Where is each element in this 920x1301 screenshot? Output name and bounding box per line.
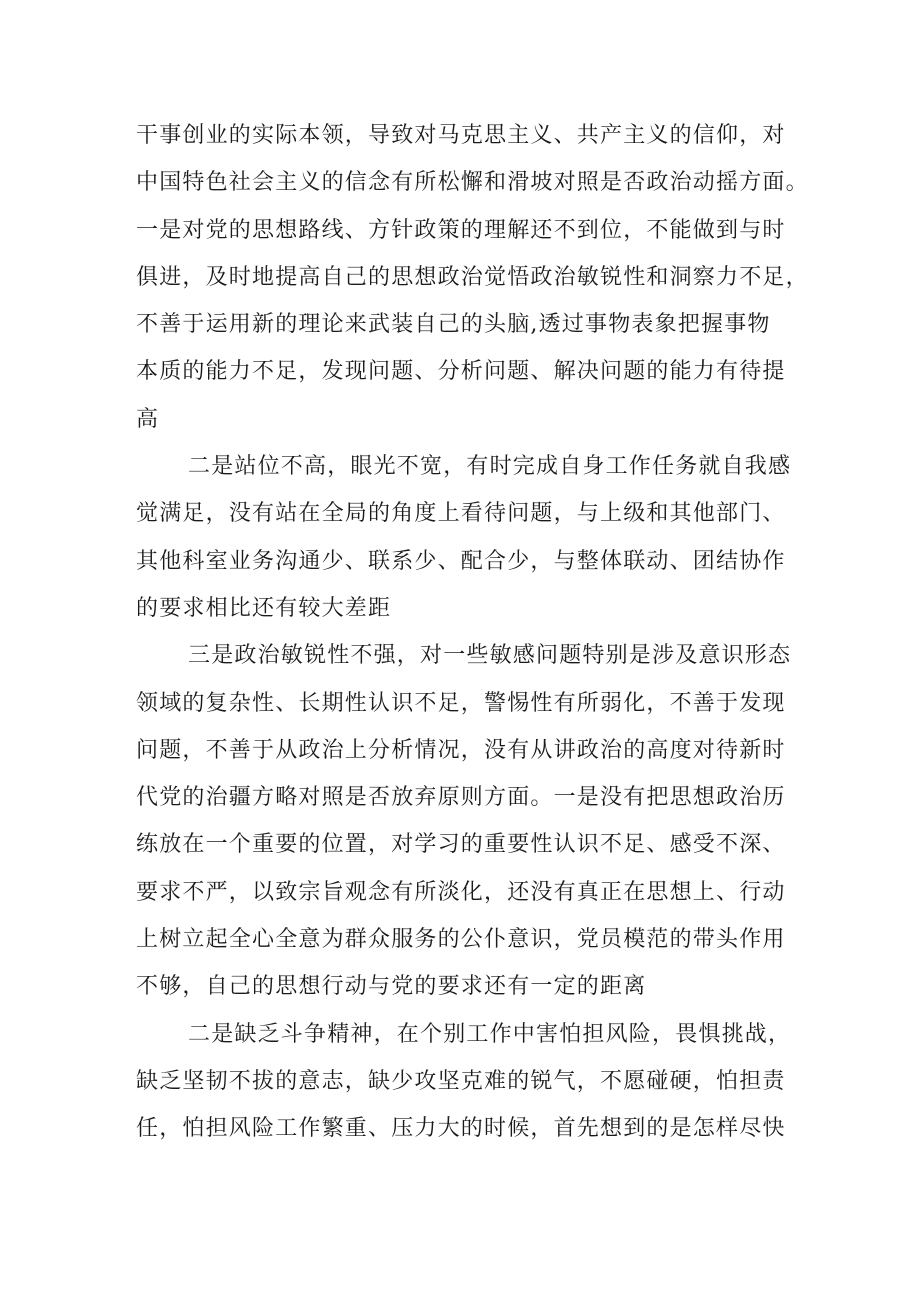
text-line: 干事创业的实际本领，导致对马克思主义、共产主义的信仰，对 bbox=[136, 123, 786, 148]
text-line: 问题，不善于从政治上分析情况，没有从讲政治的高度对待新时 bbox=[136, 737, 786, 763]
text-line: 其他科室业务沟通少、联系少、配合少，与整体联动、团结协作 bbox=[136, 548, 786, 574]
text-line: 高 bbox=[136, 406, 160, 432]
text-line: 俱进，及时地提高自己的思想政治觉悟政治敏锐性和洞察力不足， bbox=[136, 264, 809, 290]
text-line: 练放在一个重要的位置，对学习的重要性认识不足、感受不深、 bbox=[136, 832, 786, 858]
paragraph-start-line: 三是政治敏锐性不强，对一些敏感问题特别是涉及意识形态 bbox=[188, 643, 792, 669]
text-line: 领域的复杂性、长期性认识不足，警惕性有所弱化，不善于发现 bbox=[136, 690, 786, 716]
text-line: 上树立起全心全意为群众服务的公仆意识，党员模范的带头作用 bbox=[136, 927, 786, 953]
text-line: 不够，自己的思想行动与党的要求还有一定的距离 bbox=[136, 974, 647, 1000]
text-line: 的要求相比还有较大差距 bbox=[136, 595, 392, 621]
document-body bbox=[136, 112, 809, 1153]
text-line: 本质的能力不足，发现问题、分析问题、解决问题的能力有待提 bbox=[136, 359, 786, 385]
text-line: 要求不严，以致宗旨观念有所淡化，还没有真正在思想上、行动 bbox=[136, 879, 786, 905]
text-line: 任，怕担风险工作繁重、压力大的时候，首先想到的是怎样尽快 bbox=[136, 1116, 786, 1142]
text-line: 代党的治疆方略对照是否放弃原则方面。一是没有把思想政治历 bbox=[136, 785, 786, 811]
text-line: 觉满足，没有站在全局的角度上看待问题，与上级和其他部门、 bbox=[136, 501, 786, 527]
paragraph-start-line: 二是站位不高，眼光不宽，有时完成自身工作任务就自我感 bbox=[188, 454, 792, 480]
paragraph-start-line: 二是缺乏斗争精神，在个别工作中害怕担风险，畏惧挑战， bbox=[188, 1021, 792, 1047]
text-line: 中国特色社会主义的信念有所松懈和滑坡对照是否政治动摇方面。 bbox=[136, 170, 809, 196]
text-line: 一是对党的思想路线、方针政策的理解还不到位，不能做到与时 bbox=[136, 217, 786, 243]
text-line: 不善于运用新的理论来武装自己的头脑,透过事物表象把握事物 bbox=[136, 312, 771, 338]
text-line: 缺乏坚韧不拔的意志，缺少攻坚克难的锐气，不愿碰硬，怕担责 bbox=[136, 1068, 786, 1094]
